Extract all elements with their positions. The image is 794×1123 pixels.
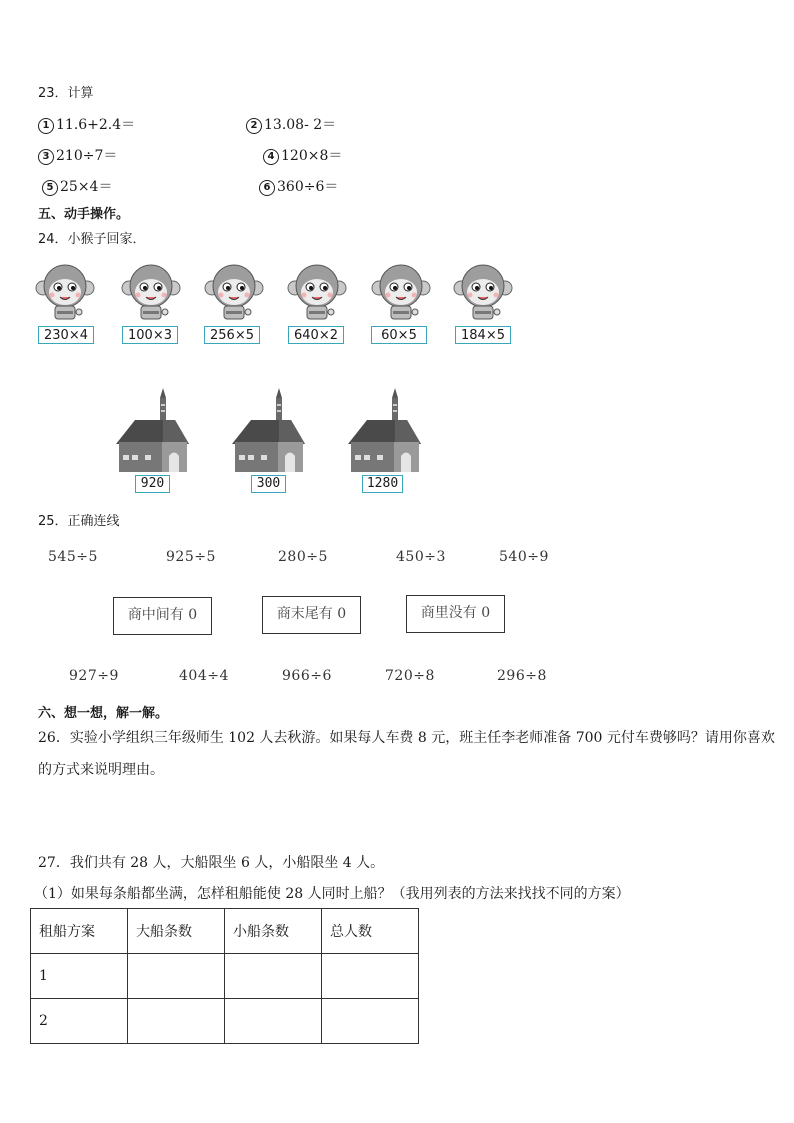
match-box: 商里没有 0 <box>406 595 505 633</box>
circled-number: 4 <box>263 149 279 165</box>
circled-number: 5 <box>42 180 58 196</box>
circled-number: 6 <box>259 180 275 196</box>
table-header-cell: 大船条数 <box>128 909 225 954</box>
table-header-row <box>31 909 419 954</box>
house-icon <box>348 388 421 472</box>
top-expression: 540÷9 <box>499 549 549 565</box>
expression: 120×8＝ <box>281 148 343 164</box>
q23-item-1 <box>38 114 135 134</box>
table-cell-blank[interactable] <box>128 954 225 999</box>
house-number-box: 300 <box>251 475 286 493</box>
bottom-expression: 720÷8 <box>385 668 435 684</box>
q27-title: 27．我们共有 28 人，大船限坐 6 人，小船限坐 4 人。 <box>38 855 385 871</box>
expression: 13.08- 2＝ <box>264 117 337 133</box>
table-row <box>31 954 419 999</box>
table-cell-blank[interactable] <box>322 999 419 1044</box>
monkey-expr-box: 60×5 <box>371 326 427 344</box>
q23-item-2 <box>246 114 336 134</box>
section-6-heading: 六、想一想，解一解。 <box>38 706 169 721</box>
top-expression: 925÷5 <box>166 549 216 565</box>
table-cell: 2 <box>31 999 128 1044</box>
expression: 25×4＝ <box>60 179 113 195</box>
bottom-expression: 296÷8 <box>497 668 547 684</box>
q23-item-4 <box>263 145 342 165</box>
house-number-box: 920 <box>135 475 170 493</box>
monkey-icon <box>372 265 430 319</box>
monkey-icon <box>454 265 512 319</box>
houses-row <box>110 386 430 476</box>
house-number-box: 1280 <box>362 475 403 493</box>
table-row <box>31 999 419 1044</box>
q27-subquestion: （1）如果每条船都坐满，怎样租船能使 28 人同时上船？（我用列表的方法来找找不同的方案） <box>34 886 630 902</box>
q23-item-3 <box>38 145 117 165</box>
monkey-expr-box: 640×2 <box>288 326 344 344</box>
monkey-icon <box>205 265 263 319</box>
house-icon <box>116 388 189 472</box>
expression: 210÷7＝ <box>56 148 118 164</box>
table-cell-blank[interactable] <box>225 999 322 1044</box>
q26-line-2: 的方式来说明理由。 <box>38 762 164 778</box>
circled-number: 1 <box>38 118 54 134</box>
monkey-expr-box: 100×3 <box>122 326 178 344</box>
bottom-expression: 927÷9 <box>69 668 119 684</box>
expression: 11.6+2.4＝ <box>56 117 136 133</box>
monkey-icon <box>288 265 346 319</box>
circled-number: 3 <box>38 149 54 165</box>
q24-title: 24．小猴子回家． <box>38 232 146 247</box>
expression: 360÷6＝ <box>277 179 339 195</box>
match-box: 商中间有 0 <box>113 597 212 635</box>
q23-item-5 <box>42 176 112 196</box>
q25-title: 25．正确连线 <box>38 514 120 529</box>
section-5-heading: 五、动手操作。 <box>38 207 130 222</box>
table-cell: 1 <box>31 954 128 999</box>
monkey-expr-box: 184×5 <box>455 326 511 344</box>
top-expression: 450÷3 <box>396 549 446 565</box>
table-header-cell: 小船条数 <box>225 909 322 954</box>
boat-plan-table <box>30 908 419 1044</box>
q26-line-1: 26．实验小学组织三年级师生 102 人去秋游。如果每人车费 8 元，班主任李老师准备 700 元付车费够吗？请用你喜欢 <box>38 730 775 746</box>
match-box: 商末尾有 0 <box>262 596 361 634</box>
circled-number: 2 <box>246 118 262 134</box>
monkey-expr-box: 256×5 <box>204 326 260 344</box>
top-expression: 280÷5 <box>278 549 328 565</box>
top-expression: 545÷5 <box>48 549 98 565</box>
table-cell-blank[interactable] <box>322 954 419 999</box>
bottom-expression: 966÷6 <box>282 668 332 684</box>
q23-item-6 <box>259 176 338 196</box>
bottom-expression: 404÷4 <box>179 668 229 684</box>
table-header-cell: 租船方案 <box>31 909 128 954</box>
table-cell-blank[interactable] <box>128 999 225 1044</box>
monkeys-row <box>34 258 524 326</box>
q23-title: 23．计算 <box>38 86 94 101</box>
monkey-icon <box>36 265 94 319</box>
table-cell-blank[interactable] <box>225 954 322 999</box>
monkey-expr-box: 230×4 <box>38 326 94 344</box>
house-icon <box>232 388 305 472</box>
monkey-icon <box>122 265 180 319</box>
table-header-cell: 总人数 <box>322 909 419 954</box>
